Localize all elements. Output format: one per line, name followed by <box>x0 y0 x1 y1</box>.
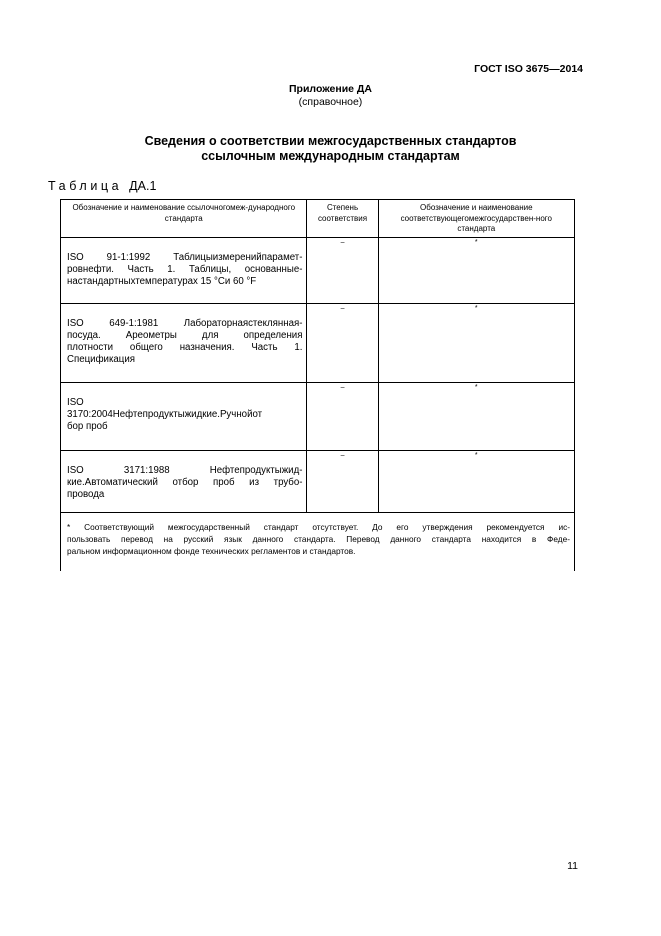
header-interstate-standard: Обозначение и наименование соответствующегомежгосударствен-ного стандарта <box>378 200 574 238</box>
table-caption-number: ДА.1 <box>129 179 157 193</box>
interstate-standard-cell: * <box>378 303 574 382</box>
table-footnote-row <box>61 512 575 571</box>
section-title-line2: ссылочным международным стандартам <box>201 149 460 163</box>
degree-cell: – <box>307 303 378 382</box>
interstate-standard-cell: * <box>378 382 574 450</box>
interstate-standard-cell: * <box>378 237 574 303</box>
annex-heading <box>0 83 661 109</box>
standards-table <box>60 199 575 571</box>
table-row <box>61 303 575 382</box>
section-title-line1: Сведения о соответствии межгосударственных стандартов <box>144 134 517 148</box>
table-caption-word: Таблица <box>48 179 123 193</box>
header-international-standard: Обозначение и наименование ссылочногомеж-дународного стандарта <box>61 200 307 238</box>
header-degree: Степень соответствия <box>307 200 378 238</box>
interstate-standard-cell: * <box>378 450 574 512</box>
table-footnote: * Соответствующий межгосударственный стандарт отсутствует. До его утверждения рекомендуется ис- пользовать перевод на русский язык данного стандарта. Перевод данного стандарта находится в Феде- ральном информационном фонде технических регламентов и стандартов. <box>61 512 575 571</box>
international-standard-cell: ISO 3171:1988 Нефтепродуктыжид- кие.Автоматический отбор проб из трубо- провода <box>61 450 307 512</box>
section-title <box>0 134 661 164</box>
table-header-row <box>61 200 575 238</box>
annex-subtitle: (справочное) <box>298 96 363 108</box>
document-code: ГОСТ ISO 3675—2014 <box>474 63 583 75</box>
table-row <box>61 237 575 303</box>
degree-cell: – <box>307 237 378 303</box>
international-standard-cell: ISO 3170:2004Нефтепродуктыжидкие.Ручнойот бор проб <box>61 382 307 450</box>
international-standard-cell: ISO 649-1:1981 Лабораторнаястеклянная- посуда. Ареометры для определения плотности общего назначения. Часть 1. Спецификация <box>61 303 307 382</box>
annex-title: Приложение ДА <box>289 83 372 95</box>
table-caption <box>48 179 156 193</box>
page-number: 11 <box>567 860 578 872</box>
degree-cell: – <box>307 382 378 450</box>
table-row <box>61 450 575 512</box>
international-standard-cell: ISO 91-1:1992 Таблицыизмеренийпарамет- ровнефти. Часть 1. Таблицы, основанные- настандартныхтемпературах 15 °Си 60 °F <box>61 237 307 303</box>
degree-cell: – <box>307 450 378 512</box>
table-row <box>61 382 575 450</box>
